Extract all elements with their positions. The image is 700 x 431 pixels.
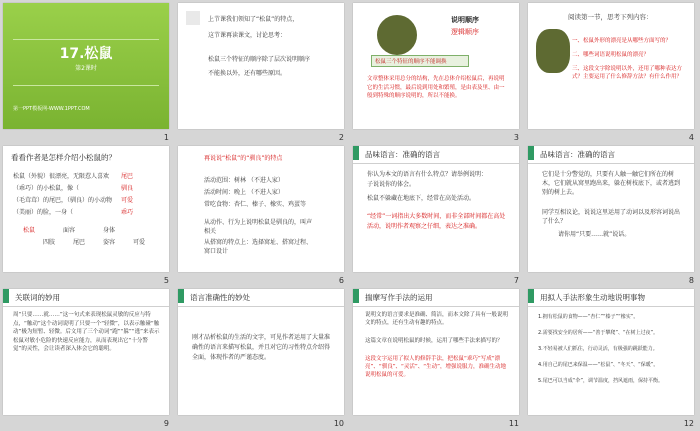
slide-7-cell[interactable] <box>350 143 525 286</box>
slide-11-head: 揣摩写作手法的运用 <box>365 293 433 302</box>
slide-7-head: 品味语言：准确的语言 <box>365 150 440 159</box>
slide-number: 4 <box>688 133 694 142</box>
slide-number: 7 <box>513 276 519 285</box>
slide-8[interactable] <box>528 146 694 272</box>
slide-10[interactable] <box>178 289 344 415</box>
slide-3-badge: 松鼠三个特征的顺序不能调换 <box>371 55 469 67</box>
slide-12-cell[interactable] <box>525 286 700 429</box>
slide-accent-bar <box>353 289 359 303</box>
slide-1-cell[interactable] <box>0 0 175 143</box>
slide-5-word: 身体 <box>103 227 116 234</box>
slide-12-item-1: 1.拥有松鼠的食物——“杏仁”“榛子”“橡实”。 <box>538 314 639 320</box>
slide-number: 10 <box>333 419 344 428</box>
slide-5-line-1: 松鼠（外貌）很漂亮，无限惹人喜欢 <box>13 173 110 180</box>
slide-11[interactable] <box>353 289 519 415</box>
slide-6-line-2: 活动时间：晚上 （不进人家） <box>204 189 284 196</box>
slide-4[interactable] <box>528 3 694 129</box>
slide-5[interactable] <box>3 146 169 272</box>
slide-5-word: 可爱 <box>133 239 146 246</box>
slide-5-head: 看看作者是怎样介绍小松鼠的？ <box>11 153 116 162</box>
slide-5-cell[interactable] <box>0 143 175 286</box>
slide-3-cell[interactable] <box>350 0 525 143</box>
slide-5-side: 可爱 <box>121 197 134 204</box>
slide-2-cell[interactable] <box>175 0 350 143</box>
slide-8-cell[interactable] <box>525 143 700 286</box>
squirrel-photo <box>375 13 419 57</box>
slide-number: 2 <box>338 133 344 142</box>
slide-12-item-2: 2.需要找安全的居所——“善于攀爬”、“在树上过夜”。 <box>538 330 659 336</box>
slide-5-word: 四肢 <box>43 239 56 246</box>
slide-7-line-1: 你认为本文的语言有什么特点？请举例说明： <box>367 171 488 178</box>
slide-12-head: 用拟人手法形象生动地说明事物 <box>540 293 645 302</box>
slide-8-line-2: 同学互相议论，说说这里运用了动词以及形容词说出了什么？ <box>542 209 681 225</box>
slide-1-title: 17.松鼠 <box>59 46 113 62</box>
slide-6-line-1: 活动范围：树林 （不进人家） <box>204 177 284 184</box>
slide-5-line-4: （美丽）的脸，一身（ <box>13 209 74 216</box>
slide-12-item-5: 5.尾巴可以当成“伞”，调节温度，挡风遮雨，保持平衡。 <box>538 378 663 384</box>
slide-12[interactable] <box>528 289 694 415</box>
slide-1-footer: 第一PPT模板网-WWW.1PPT.COM <box>13 106 90 112</box>
slide-number: 1 <box>163 133 169 142</box>
slide-8-line-3: 请你用“只要……就”说话。 <box>558 231 631 238</box>
slide-6-cell[interactable] <box>175 143 350 286</box>
slide-6-line-3: 常吃食物：杏仁、榛子、橡实、鸡蛋等 <box>204 201 307 208</box>
slide-11-red: 这段文字运用了拟人的修辞手法，把松鼠“乖巧”写成“漂亮”、“驯良”、“灵活”、“生动”，增强说服力，准确生动地说明松鼠的可爱。 <box>365 356 506 378</box>
slide-10-cell[interactable] <box>175 286 350 429</box>
slide-5-side: 乖巧 <box>121 209 134 216</box>
slide-8-head: 品味语言：准确的语言 <box>540 150 615 159</box>
slide-4-item-2: 二、哪些词语说明松鼠的漂亮？ <box>572 52 650 58</box>
slide-7-line-2: 子说说你的体会。 <box>367 181 416 188</box>
slide-12-item-4: 4.用自己的尾巴来保温——“松鼠”、“冬天”、“保暖”。 <box>538 362 659 368</box>
slide-number: 3 <box>513 133 519 142</box>
slide-1-subtitle: 第2课时 <box>75 65 97 72</box>
slide-number: 9 <box>163 419 169 428</box>
slide-10-head: 语言准确性的妙处 <box>190 293 250 302</box>
slide-4-item-3: 三、这段文字除说明以外，还用了哪种表达方式？主要运用了什么修辞方法？有什么作用？ <box>572 66 683 80</box>
squirrel-photo <box>534 27 572 75</box>
slide-9[interactable] <box>3 289 169 415</box>
slide-accent-bar <box>528 289 534 303</box>
slide-5-line-2: （乖巧）的小松鼠，像（ <box>13 185 80 192</box>
slide-number: 5 <box>163 276 169 285</box>
slide-12-item-3: 3.不轻易被人们抓住，行动灵活，有极强的跳跃能力。 <box>538 346 658 352</box>
slide-10-body: 刚才品析松鼠的生活的文字，可见作者运用了大量准确性的语言来描写松鼠，并且对它的习性特点介绍得全面，体现作者的严谨态度。 <box>192 334 331 361</box>
divider <box>178 306 344 307</box>
slide-11-line-2: 这篇文章在说明松鼠的时候，运用了哪些手法来描写的？ <box>365 338 503 344</box>
slide-9-body: 周“只要……就……”这一句式来表现松鼠灵敏的反应与特点，“触动”这个动词说明了只要一个“轻微”，以表示触碰“触动”极为短暂、轻微。后文用了三个动词“跑”“躲”“逃”来表示松鼠对敏小危险的快速反应能力，从而表现出它“十分警觉”的灵性，会让读者深入体会它的聪明。 <box>13 312 160 352</box>
slide-4-cell[interactable] <box>525 0 700 143</box>
slide-2[interactable] <box>178 3 344 129</box>
divider <box>528 306 694 307</box>
slide-6[interactable] <box>178 146 344 272</box>
slide-9-cell[interactable] <box>0 286 175 429</box>
slide-accent-bar <box>3 289 9 303</box>
slide-2-line-3: 松鼠三个特征的顺序除了层次说明顺序 <box>208 56 311 63</box>
slide-3[interactable] <box>353 3 519 129</box>
slide-9-head: 关联词的妙用 <box>15 293 60 302</box>
slide-5-side: 驯良 <box>121 185 134 192</box>
slide-7-line-3: 松鼠不躲藏在地底下，经常在高处活动。 <box>367 195 476 202</box>
divider <box>353 306 519 307</box>
slide-number: 12 <box>683 419 694 428</box>
slide-4-head: 阅读第一节，思考下列内容： <box>568 13 653 21</box>
slide-5-side: 尾巴 <box>121 173 134 180</box>
slide-number: 6 <box>338 276 344 285</box>
slide-accent-bar <box>178 289 184 303</box>
slide-5-line-3: （毛茸茸）的尾巴，（驯良）的小动物 <box>13 197 113 204</box>
slide-2-line-4: 不能换以外，还有哪些原因。 <box>208 70 287 77</box>
slide-7[interactable] <box>353 146 519 272</box>
slide-5-word: 松鼠 <box>23 227 36 234</box>
slide-4-item-1: 一、松鼠外形的漂亮是从哪些方面写的？ <box>572 38 672 44</box>
slide-3-heading-2: 逻辑顺序 <box>451 28 479 36</box>
slide-deco-icon <box>186 11 200 25</box>
slide-6-line-5: 从搭窝的特点上：选择窝址、搭窝过程、窝口设计 <box>204 239 313 255</box>
slide-5-word: 面容 <box>63 227 76 234</box>
slide-7-red: “经常”一词指出大多数时间，而非全部时间都在高处活动，说明作者观察之仔细，表达之准确。 <box>367 213 506 230</box>
divider <box>528 163 694 164</box>
slide-5-word: 姿容 <box>103 239 116 246</box>
slide-11-cell[interactable] <box>350 286 525 429</box>
slide-3-heading: 说明顺序 <box>451 16 479 24</box>
slide-number: 8 <box>688 276 694 285</box>
slide-6-line-4: 从动作、行为上说明松鼠是驯良的，叫声相关 <box>204 219 313 235</box>
divider <box>353 163 519 164</box>
slide-1[interactable] <box>3 3 169 129</box>
slide-2-line-1: 上节课我们领知了“松鼠”的特点， <box>208 16 299 23</box>
slide-6-head: 再说说“松鼠”的“驯良”的特点 <box>204 155 283 162</box>
slide-accent-bar <box>528 146 534 160</box>
slide-3-body: 文章整体采用总分的结构，先在总体介绍松鼠后，再说明它的生活习惯，最后说到用处和繁殖，是由表及里、由一般到特殊的顺序说明的，所以不能换。 <box>367 76 505 99</box>
slide-8-line-1: 它们是十分警觉的，只要有人触一触它们所在的树木，它们就从窝里跑出来，躲在树枝底下，或者逃到别的树上去。 <box>542 171 681 196</box>
slide-11-line-1: 说明文的语言要求是准确、简洁，而本文除了具有一般说明文的特点，还有生动有趣的特点。 <box>365 312 509 326</box>
slide-accent-bar <box>353 146 359 160</box>
divider <box>3 306 169 307</box>
slide-2-line-2: 这节课再读课文，讨论思考： <box>208 32 287 39</box>
slide-5-word: 尾巴 <box>73 239 86 246</box>
slide-number: 11 <box>508 419 519 428</box>
